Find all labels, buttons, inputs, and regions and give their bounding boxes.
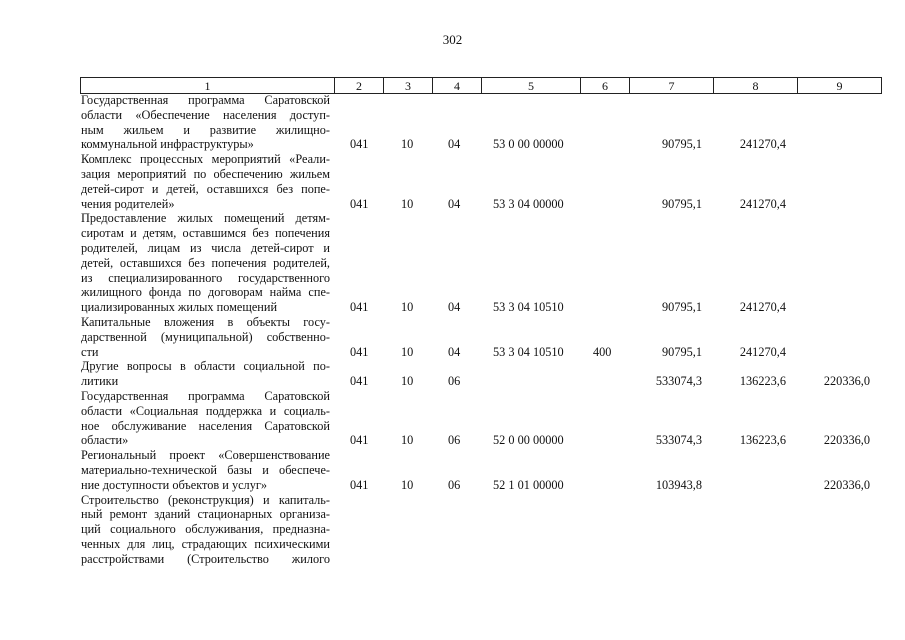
cell-amount-9: 220336,0 (823, 374, 870, 389)
row-description (81, 93, 330, 152)
row-description (81, 359, 330, 389)
column-header-1: 1 (81, 78, 335, 94)
cell-amount-8: 241270,4 (739, 196, 786, 211)
table-header (80, 77, 882, 94)
description-line: Другие вопросы в области социальной по- (81, 359, 330, 374)
description-line: Комплекс процессных мероприятий «Реали- (81, 152, 330, 167)
description-line: области «Социальная поддержка и социаль- (81, 403, 330, 418)
cell-amount-9: 220336,0 (823, 433, 870, 448)
cell-amount-7: 90795,1 (662, 344, 702, 359)
description-line: ченных для лиц, страдающих психическими (81, 536, 330, 551)
cell-ministry: 041 (350, 477, 369, 492)
cell-subsection: 04 (448, 137, 461, 152)
cell-ministry: 041 (350, 196, 369, 211)
row-description (81, 493, 330, 567)
description-line: ций социального обслуживания, предназна- (81, 522, 330, 537)
column-header-4: 4 (433, 78, 482, 94)
row-description (81, 315, 330, 359)
cell-section: 10 (401, 300, 414, 315)
cell-target-article: 53 0 00 00000 (493, 137, 564, 152)
description-line: ное обслуживание населения Саратовской (81, 418, 330, 433)
cell-subsection: 04 (448, 196, 461, 211)
description-line: детей, оставшихся без попечения родителей, (81, 255, 330, 270)
description-line: ние доступности объектов и услуг» (81, 477, 268, 492)
column-header-5: 5 (482, 78, 581, 94)
description-line: Государственная программа Саратовской (81, 389, 330, 403)
cell-ministry: 041 (350, 300, 369, 315)
row-description (81, 211, 330, 315)
description-line: из специализированного государственного (81, 270, 330, 285)
cell-amount-7: 103943,8 (655, 477, 702, 492)
cell-amount-8: 241270,4 (739, 344, 786, 359)
cell-subsection: 04 (448, 300, 461, 315)
cell-amount-7: 533074,3 (655, 433, 702, 448)
cell-ministry: 041 (350, 137, 369, 152)
cell-amount-7: 533074,3 (655, 374, 702, 389)
description-line: Региональный проект «Совершенствование (81, 448, 330, 463)
cell-target-article: 52 0 00 00000 (493, 433, 564, 448)
description-line: детей-сирот и детей, оставшихся без попе- (81, 181, 330, 196)
description-line: Капитальные вложения в объекты госу- (81, 315, 330, 329)
description-line: родителей, лицам из числа детей-сирот и (81, 240, 330, 255)
column-header-3: 3 (384, 78, 433, 94)
column-header-2: 2 (335, 78, 384, 94)
description-line: области «Обеспечение населения доступ- (81, 107, 330, 122)
cell-amount-7: 90795,1 (662, 137, 702, 152)
row-description (81, 389, 330, 448)
column-header-8: 8 (714, 78, 798, 94)
cell-section: 10 (401, 344, 414, 359)
cell-subsection: 06 (448, 433, 461, 448)
description-line: коммунальной инфраструктуры» (81, 137, 254, 152)
cell-subsection: 06 (448, 374, 461, 389)
cell-ministry: 041 (350, 374, 369, 389)
column-header-7: 7 (630, 78, 714, 94)
description-line: дарственной (муниципальной) собственно- (81, 329, 330, 344)
description-line: Строительство (реконструкция) и капиталь- (81, 492, 330, 507)
cell-target-article: 53 3 04 00000 (493, 196, 564, 211)
cell-section: 10 (401, 433, 414, 448)
description-line: сиротам и детям, оставшимся без попечения (81, 226, 330, 241)
description-line: литики (81, 374, 119, 389)
cell-amount-8: 136223,6 (739, 433, 786, 448)
cell-section: 10 (401, 196, 414, 211)
row-description (81, 152, 330, 211)
column-header-6: 6 (581, 78, 630, 94)
cell-section: 10 (401, 374, 414, 389)
cell-amount-8: 241270,4 (739, 300, 786, 315)
cell-amount-9: 220336,0 (823, 477, 870, 492)
cell-amount-8: 241270,4 (739, 137, 786, 152)
cell-target-article: 52 1 01 00000 (493, 477, 564, 492)
cell-target-article: 53 3 04 10510 (493, 300, 564, 315)
description-line: ный ремонт зданий стационарных организа- (81, 507, 330, 522)
cell-amount-7: 90795,1 (662, 300, 702, 315)
cell-section: 10 (401, 477, 414, 492)
cell-subsection: 06 (448, 477, 461, 492)
description-line: зация мероприятий по обеспечению жильем (81, 166, 330, 181)
cell-expense-type: 400 (593, 344, 612, 359)
cell-subsection: 04 (448, 344, 461, 359)
description-line: жилищного фонда по договорам найма спе- (81, 285, 330, 300)
description-line: сти (81, 344, 99, 359)
row-description (81, 448, 330, 492)
cell-amount-8: 136223,6 (739, 374, 786, 389)
cell-section: 10 (401, 137, 414, 152)
cell-amount-7: 90795,1 (662, 196, 702, 211)
description-line: расстройствами (Строительство жилого (81, 551, 330, 566)
description-line: циализированных жилых помещений (81, 300, 278, 315)
description-line: области» (81, 433, 129, 448)
description-line: материально-технической базы и обеспече- (81, 462, 330, 477)
cell-ministry: 041 (350, 433, 369, 448)
cell-ministry: 041 (350, 344, 369, 359)
description-line: чения родителей» (81, 196, 175, 211)
description-line: ным жильем и развитие жилищно- (81, 122, 330, 137)
cell-target-article: 53 3 04 10510 (493, 344, 564, 359)
page-number: 302 (442, 32, 463, 47)
description-line: Государственная программа Саратовской (81, 93, 330, 107)
column-header-9: 9 (798, 78, 882, 94)
description-line: Предоставление жилых помещений детям- (81, 211, 330, 226)
